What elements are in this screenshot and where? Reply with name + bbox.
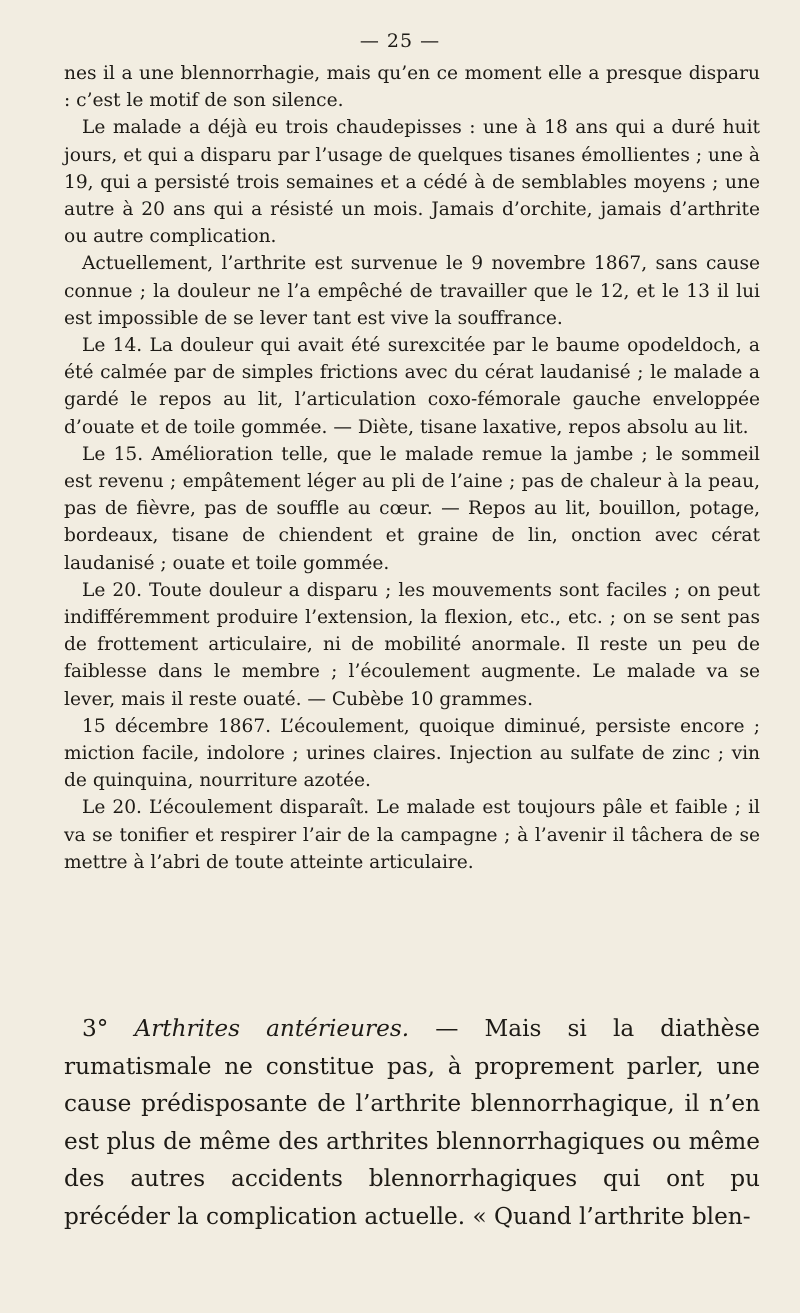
- section-title: Arthrites antérieures.: [134, 1015, 410, 1042]
- paragraph-continuation: nes il a une blennorrhagie, mais qu’en ce moment elle a presque disparu : c’est le motif de son silence.: [64, 63, 760, 112]
- paragraph-december-20: Le 20. L’écoulement disparaît. Le malade est toujours pâle et faible ; il va se tonifier et respirer l’air de la campagne ; à l’avenir il tâchera de se mettre à l’abri de toute atteinte articulaire.: [64, 797, 760, 873]
- body-text: [64, 60, 760, 876]
- paragraph-day-20: Le 20. Toute douleur a disparu ; les mouvements sont faciles ; on peut indifféremment produire l’extension, la flexion, etc., etc. ; on se sent pas de frottement articulaire, ni de mobilité anormale. Il reste un peu de faiblesse dans le membre ; l’écoulement augmente. Le malade va se lever, mais il reste ouaté. — Cubèbe 10 grammes.: [64, 579, 760, 710]
- paragraph-previous-gonorrhea: Le malade a déjà eu trois chaudepisses : une à 18 ans qui a duré huit jours, et qui a disparu par l’usage de quelques tisanes émollientes ; une à 19, qui a persisté trois semaines et a cédé à de semblables moyens ; une autre à 20 ans qui a résisté un mois. Jamais d’orchite, jamais d’arthrite ou autre complication.: [64, 117, 760, 248]
- paragraph-december-15: 15 décembre 1867. L’écoulement, quoique diminué, persiste encore ; miction facile, indolore ; urines claires. Injection au sulfate de zinc ; vin de quinquina, nourriture azotée.: [64, 715, 760, 792]
- page-number: — 25 —: [359, 30, 441, 52]
- section-number: 3°: [82, 1015, 109, 1042]
- paragraph-current-arthritis: Actuellement, l’arthrite est survenue le 9 novembre 1867, sans cause connue ; la douleur ne l’a empêché de travailler que le 12, et le 13 il lui est impossible de se lever tant est vive la souffrance.: [64, 253, 760, 329]
- section-anterior-arthritis: [64, 1010, 760, 1236]
- paragraph-day-15: Le 15. Amélioration telle, que le malade remue la jambe ; le sommeil est revenu ; empâtement léger au pli de l’aine ; pas de chaleur à la peau, pas de fièvre, pas de souffle au cœur. — Repos au lit, bouillon, potage, bordeaux, tisane de chiendent et graine de lin, onction avec cérat laudanisé ; ouate et toile gommée.: [64, 443, 760, 574]
- section-body: — Mais si la diathèse rumatismale ne constitue pas, à proprement parler, une cause prédisposante de l’arthrite blennorrhagique, il n’en est plus de même des arthrites blennorrhagiques ou même des autres accidents blennorrhagiques qui ont pu précéder la complication actuelle. « Quand l’arthrite blen-: [64, 1015, 760, 1230]
- paragraph-day-14: Le 14. La douleur qui avait été surexcitée par le baume opodeldoch, a été calmée par de simples frictions avec du cérat laudanisé ; le malade a gardé le repos au lit, l’articulation coxo-fémorale gauche enveloppée d’ouate et de toile gommée. — Diète, tisane laxative, repos absolu au lit.: [64, 335, 760, 438]
